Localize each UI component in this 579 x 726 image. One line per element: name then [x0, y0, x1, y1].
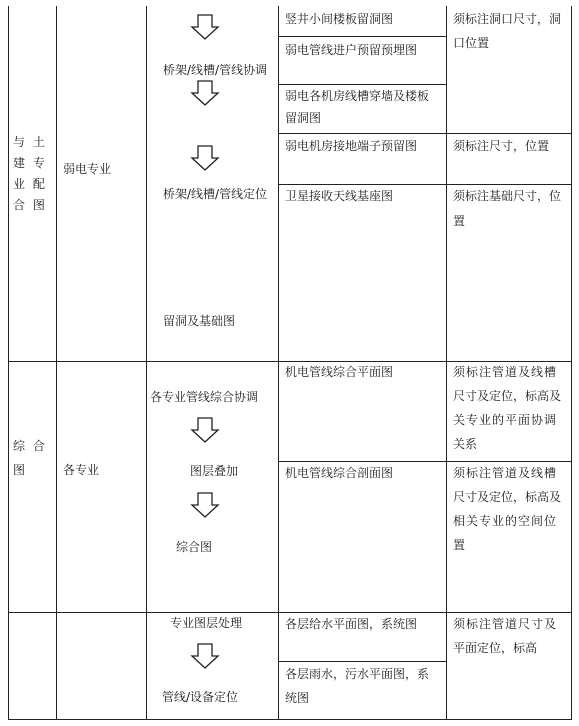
- note-line: 置: [453, 538, 466, 552]
- down-arrow-icon: [190, 80, 220, 106]
- section-separator-1: [8, 361, 572, 362]
- note-line: 须标注管道及线槽: [453, 365, 558, 379]
- drawing-name: 弱电管线进户预留预埋图: [285, 43, 418, 57]
- down-arrow-icon: [190, 145, 220, 171]
- note-line: 置: [453, 214, 466, 228]
- drawing-name-line: 留洞图: [285, 111, 322, 125]
- down-arrow-icon: [190, 643, 220, 669]
- category-line: 建 专: [13, 156, 47, 170]
- note-text: 须标注尺寸，位置: [453, 139, 550, 153]
- row-line: [278, 461, 572, 462]
- down-arrow-icon: [190, 492, 220, 518]
- drawing-name: 弱电机房接地端子预留图: [285, 139, 418, 153]
- note-line: 口位置: [453, 36, 490, 50]
- section-separator-2: [8, 612, 572, 613]
- drawing-name: 竖井小间楼板留洞图: [285, 12, 394, 26]
- row-line: [278, 133, 572, 134]
- note-line: 平面定位，标高: [453, 641, 538, 655]
- note-line: 关系: [453, 437, 478, 451]
- note-line: 须标注洞口尺寸，洞: [453, 12, 562, 26]
- process-step: 专业图层处理: [170, 616, 243, 630]
- note-line: 相关专业的空间位: [453, 514, 558, 528]
- note-line: 尺寸及定位，标高及: [453, 490, 562, 504]
- discipline-label: 弱电专业: [63, 162, 112, 176]
- note-line: 须标注管道及线槽: [453, 466, 558, 480]
- category-line: 图: [13, 463, 26, 477]
- note-line: 尺寸及定位，标高及: [453, 389, 562, 403]
- process-step: 桥架/线槽/管线协调: [163, 63, 268, 77]
- note-line: 须标注管道尺寸及: [453, 617, 558, 631]
- process-step: 图层叠加: [190, 464, 239, 478]
- down-arrow-icon: [190, 14, 220, 40]
- row-line: [278, 661, 447, 662]
- category-line: 综 合: [13, 439, 47, 453]
- process-step: 管线/设备定位: [162, 690, 239, 704]
- drawing-name-line: 弱电各机房线槽穿墙及楼板: [285, 89, 430, 103]
- process-step: 综合图: [176, 540, 213, 554]
- row-line: [278, 84, 447, 85]
- drawing-name: 各层给水平面图，系统图: [285, 617, 418, 631]
- process-step: 各专业管线综合协调: [150, 390, 259, 404]
- drawing-name: 机电管线综合剖面图: [285, 466, 394, 480]
- drawing-name-line: 各层雨水，污水平面图，系: [285, 667, 430, 681]
- category-line: 合 图: [13, 198, 47, 212]
- process-step: 桥架/线槽/管线定位: [163, 187, 268, 201]
- discipline-label: 各专业: [63, 463, 100, 477]
- note-line: 关专业的平面协调: [453, 413, 558, 427]
- row-line: [278, 184, 572, 185]
- drawing-name-line: 统图: [285, 691, 310, 705]
- category-line: 业 配: [13, 177, 47, 191]
- category-line: 与 土: [13, 135, 47, 149]
- drawing-name: 机电管线综合平面图: [285, 365, 394, 379]
- row-line: [278, 36, 447, 37]
- table-border-bottom: [8, 719, 572, 720]
- process-step: 留洞及基础图: [163, 314, 236, 328]
- drawing-name: 卫星接收天线基座图: [285, 189, 394, 203]
- note-line: 须标注基础尺寸，位: [453, 189, 562, 203]
- down-arrow-icon: [190, 417, 220, 443]
